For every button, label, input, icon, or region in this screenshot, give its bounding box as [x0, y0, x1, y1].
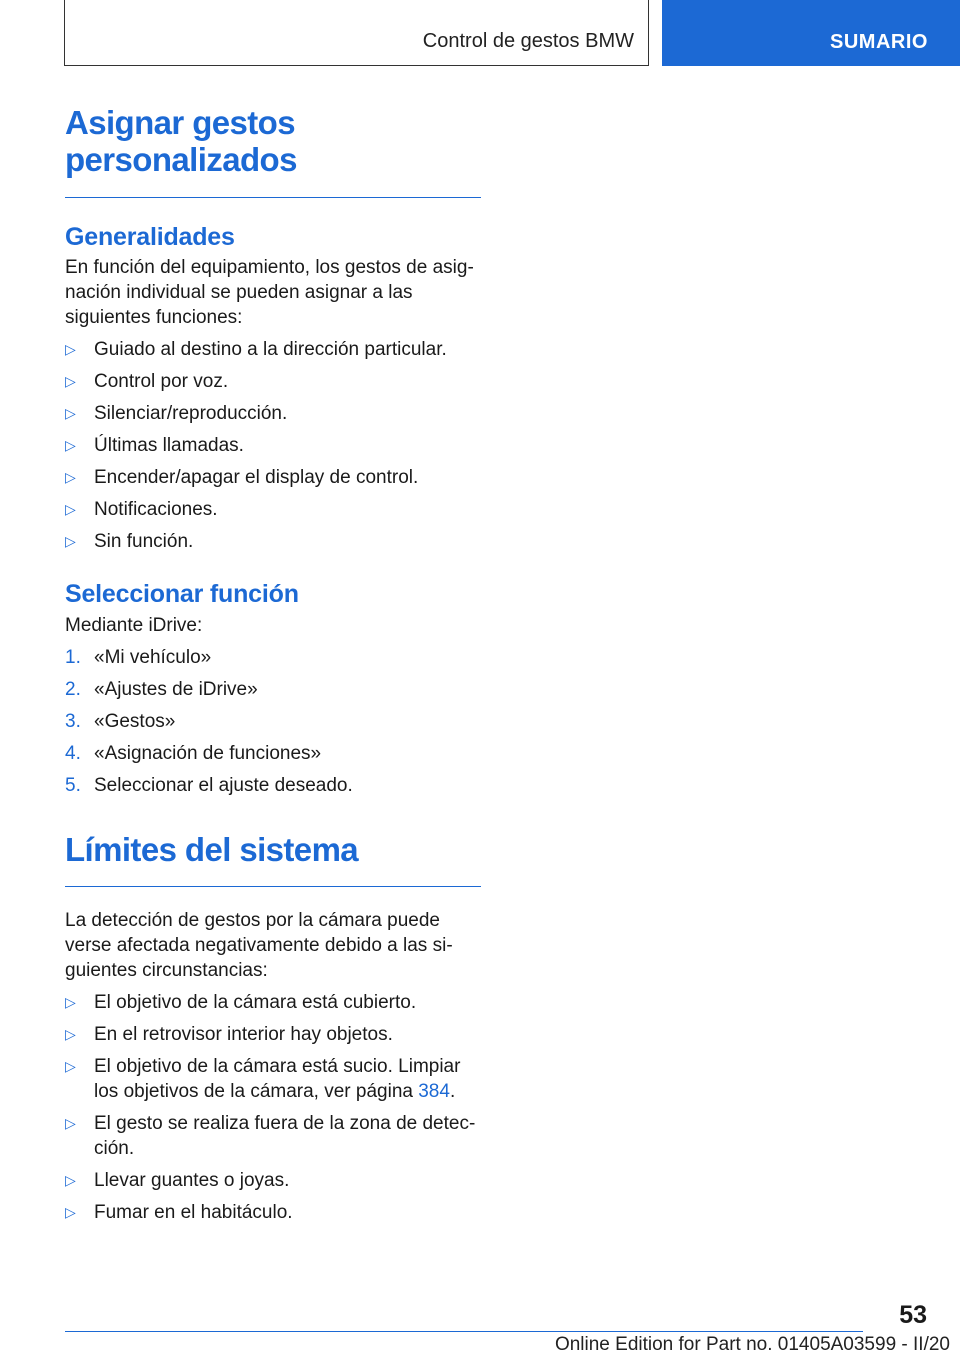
list-item: ▷ Guiado al destino a la dirección particular.: [65, 337, 481, 362]
list-item: ▷ En el retrovisor interior hay objetos.: [65, 1022, 481, 1047]
content-column: [65, 104, 481, 1225]
title-line-1: Asignar gestos: [65, 104, 295, 141]
list-item: ▷ Fumar en el habitáculo.: [65, 1200, 481, 1225]
list-item-end: .: [449, 1081, 456, 1102]
list-item: ▷ Silenciar/reproducción.: [65, 401, 481, 426]
step-text: «Ajustes de iDrive»: [94, 679, 258, 700]
step-number: 2.: [65, 679, 81, 700]
section-title-limites: Límites del sistema: [65, 831, 359, 868]
header-title: Control de gestos BMW: [422, 30, 634, 52]
list-item: [65, 1054, 481, 1104]
list-item: ▷ Encender/apagar el display de control.: [65, 465, 481, 490]
list-item: ▷ El gesto se realiza fuera de la zona de detección.: [65, 1111, 481, 1161]
step-item: [65, 741, 481, 766]
page-link-384[interactable]: 384: [418, 1081, 450, 1102]
list-item: ▷ Llevar guantes o joyas.: [65, 1168, 481, 1193]
paragraph-select-intro: Mediante iDrive:: [65, 615, 203, 636]
step-number: 1.: [65, 647, 81, 668]
step-item: [65, 773, 481, 798]
section-title-asignar: [65, 104, 481, 178]
limits-list: [65, 990, 481, 1225]
section-rule: [65, 886, 481, 887]
sumario-tab[interactable]: [662, 0, 960, 66]
list-item: ▷ Sin función.: [65, 529, 481, 554]
steps-list: [65, 645, 481, 798]
list-item: ▷ El objetivo de la cámara está cubierto.: [65, 990, 481, 1015]
step-number: 3.: [65, 711, 81, 732]
heading-generalidades: Generalidades: [65, 223, 235, 251]
function-list: [65, 337, 481, 554]
step-item: [65, 709, 481, 734]
step-text: Seleccionar el ajuste deseado.: [94, 775, 353, 796]
heading-seleccionar-funcion: Seleccionar función: [65, 580, 299, 608]
step-text: «Mi vehículo»: [94, 647, 212, 668]
step-number: 4.: [65, 743, 81, 764]
sumario-tab-label: SUMARIO: [830, 31, 928, 53]
step-number: 5.: [65, 775, 81, 796]
step-text: «Gestos»: [94, 711, 176, 732]
list-item: ▷ Control por voz.: [65, 369, 481, 394]
header-box: [64, 0, 649, 66]
list-item-text: El objetivo de la cámara está sucio. Limpiar los objetivos de la cámara, ver página: [94, 1056, 461, 1102]
title-line-2: personalizados: [65, 141, 297, 178]
list-item: ▷ Notificaciones.: [65, 497, 481, 522]
paragraph-general-intro: En función del equipamiento, los gestos de asignación individual se pueden asignar a las siguientes funciones:: [65, 257, 474, 328]
step-text: «Asignación de funciones»: [94, 743, 322, 764]
footer-rule: [65, 1331, 863, 1332]
section-rule: [65, 197, 481, 198]
footer-edition: Online Edition for Part no. 01405A03599 - II/20: [554, 1334, 950, 1355]
paragraph-limits-intro: La detección de gestos por la cámara puede verse afectada negativamente debido a las siguientes circunstancias:: [65, 910, 453, 981]
page-number: 53: [899, 1301, 927, 1329]
list-item: ▷ Últimas llamadas.: [65, 433, 481, 458]
step-item: [65, 677, 481, 702]
step-item: [65, 645, 481, 670]
